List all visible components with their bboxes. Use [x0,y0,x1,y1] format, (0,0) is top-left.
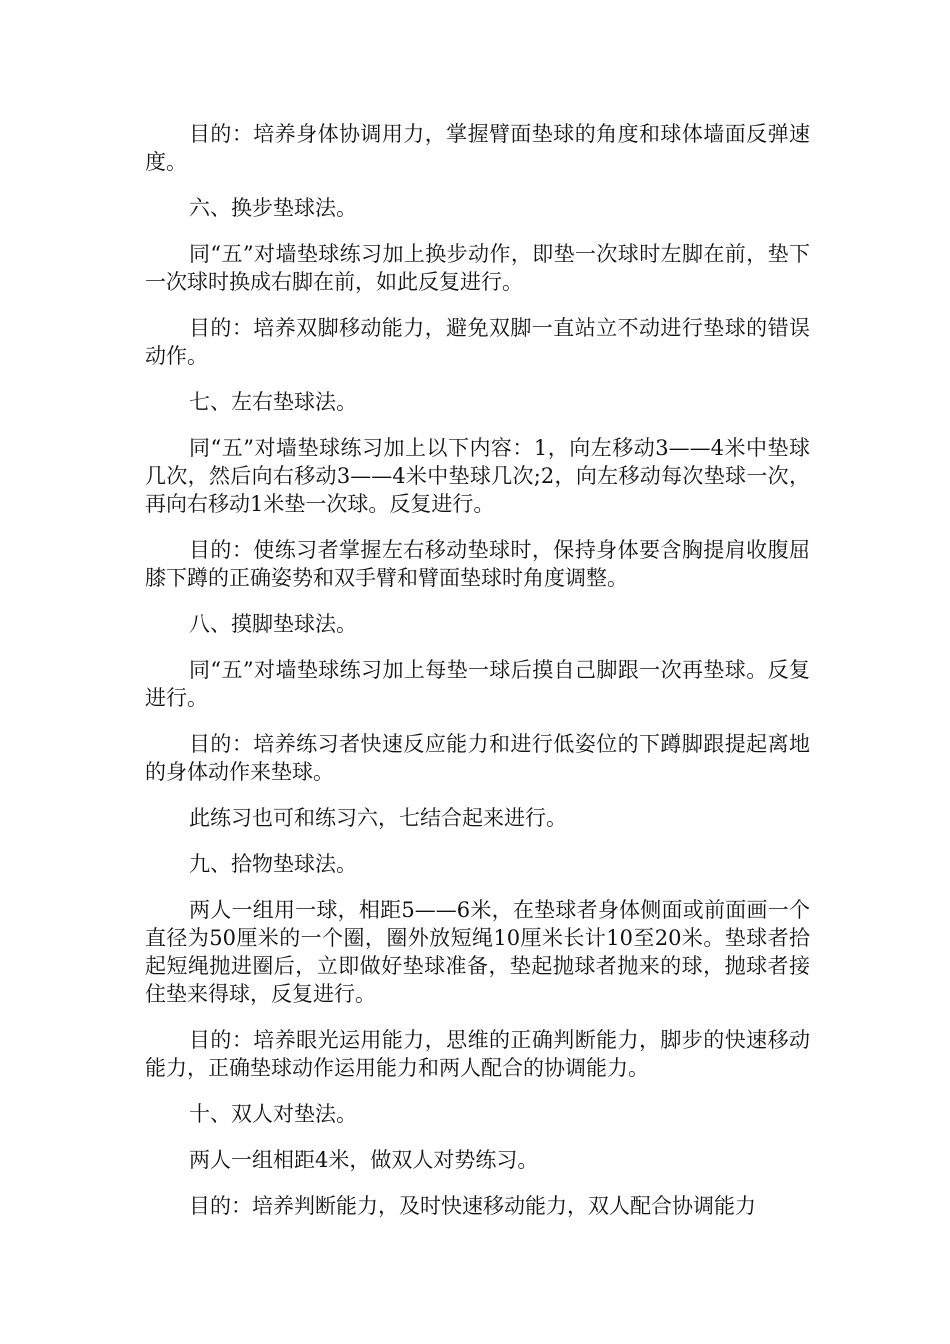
paragraph-pickup-method: 两人一组用一球，相距5——6米，在垫球者身体侧面或前面画一个直径为50厘米的一个圈，圈外放短绳10厘米长计10至20米。垫球者拾起短绳抛进圈后，立即做好垫球准备，垫起抛球者抛来的球，抛球者接住垫来得球，反复进行。 [145,898,810,1006]
paragraph-touch-foot-method: 同“五”对墙垫球练习加上每垫一球后摸自己脚跟一次再垫球。反复进行。 [145,658,810,710]
paragraph-purpose-foot-movement: 目的：培养双脚移动能力，避免双脚一直站立不动进行垫球的错误动作。 [145,316,810,368]
heading-step-change-drill: 六、换步垫球法。 [189,196,357,220]
paragraph-purpose-reaction: 目的：培养练习者快速反应能力和进行低姿位的下蹲脚跟提起离地的身体动作来垫球。 [145,732,810,784]
heading-pickup-drill: 九、拾物垫球法。 [189,852,357,876]
paragraph-left-right-method: 同“五”对墙垫球练习加上以下内容：1，向左移动3——4米中垫球几次，然后向右移动3——4米中垫球几次;2，向左移动每次垫球一次，再向右移动1米垫一次球。反复进行。 [145,436,810,516]
heading-left-right-drill: 七、左右垫球法。 [189,390,357,414]
paragraph-purpose-pair: 目的：培养判断能力，及时快速移动能力，双人配合协调能力 [189,1194,756,1218]
heading-touch-foot-drill: 八、摸脚垫球法。 [189,612,357,636]
paragraph-step-change-method: 同“五”对墙垫球练习加上换步动作，即垫一次球时左脚在前，垫下一次球时换成右脚在前，如此反复进行。 [145,242,810,294]
paragraph-purpose-coordination: 目的：培养身体协调用力，掌握臂面垫球的角度和球体墙面反弹速度。 [145,122,810,174]
paragraph-combine-note: 此练习也可和练习六，七结合起来进行。 [189,806,567,830]
heading-pair-drill: 十、双人对垫法。 [189,1102,357,1126]
paragraph-pair-method: 两人一组相距4米，做双人对势练习。 [189,1148,539,1172]
paragraph-purpose-posture: 目的：使练习者掌握左右移动垫球时，保持身体要含胸提肩收腹屈膝下蹲的正确姿势和双手臂和臂面垫球时角度调整。 [145,538,810,590]
document-page [145,120,810,1238]
paragraph-purpose-judgement: 目的：培养眼光运用能力，思维的正确判断能力，脚步的快速移动能力，正确垫球动作运用能力和两人配合的协调能力。 [145,1028,810,1080]
